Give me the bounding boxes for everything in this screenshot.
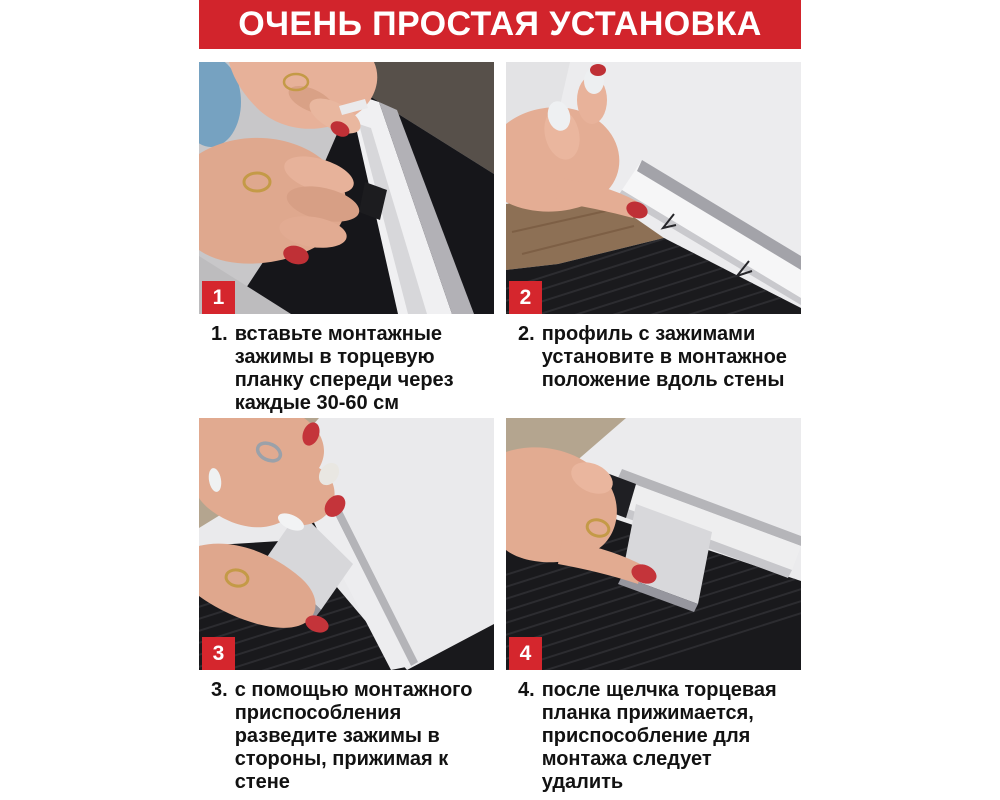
step-3-badge: 3 [202,637,235,670]
step-4-photo [506,418,801,670]
step-3-photo [199,418,494,670]
step-1-badge: 1 [202,281,235,314]
step-1-caption [211,323,494,418]
step-1-figure [199,62,494,418]
step-text: профиль с зажимами установите в монтажное положение вдоль стены [541,323,787,391]
steps-grid [199,62,801,794]
step-2-badge: 2 [509,281,542,314]
step-1-photo [199,62,494,314]
step-2-photo-illustration [506,62,801,314]
step-2-caption [518,323,801,418]
step-number: 2. [518,323,535,345]
page-title: ОЧЕНЬ ПРОСТАЯ УСТАНОВКА [238,5,762,43]
step-text: вставьте монтажные зажимы в торцевую планку спереди через каждые 30-60 см [234,323,454,414]
step-3-figure [199,418,494,794]
title-banner [199,0,801,49]
step-2-photo [506,62,801,314]
step-3-caption [211,679,494,794]
step-2-figure [506,62,801,418]
step-number: 4. [518,679,535,701]
step-4-badge: 4 [509,637,542,670]
red-nail-tip [590,64,606,76]
step-1-photo-illustration [199,62,494,314]
step-4-caption [518,679,801,794]
step-4-figure [506,418,801,794]
step-text: после щелчка торцевая планка прижимается, приспособление для монтажа следует удалить [541,679,777,793]
step-text: с помощью монтажного приспособления разведите зажимы в стороны, прижимая к стене [234,679,473,793]
step-4-photo-illustration [506,418,801,670]
infographic [199,0,801,794]
step-number: 1. [211,323,228,345]
step-number: 3. [211,679,228,701]
step-3-photo-illustration [199,418,494,670]
